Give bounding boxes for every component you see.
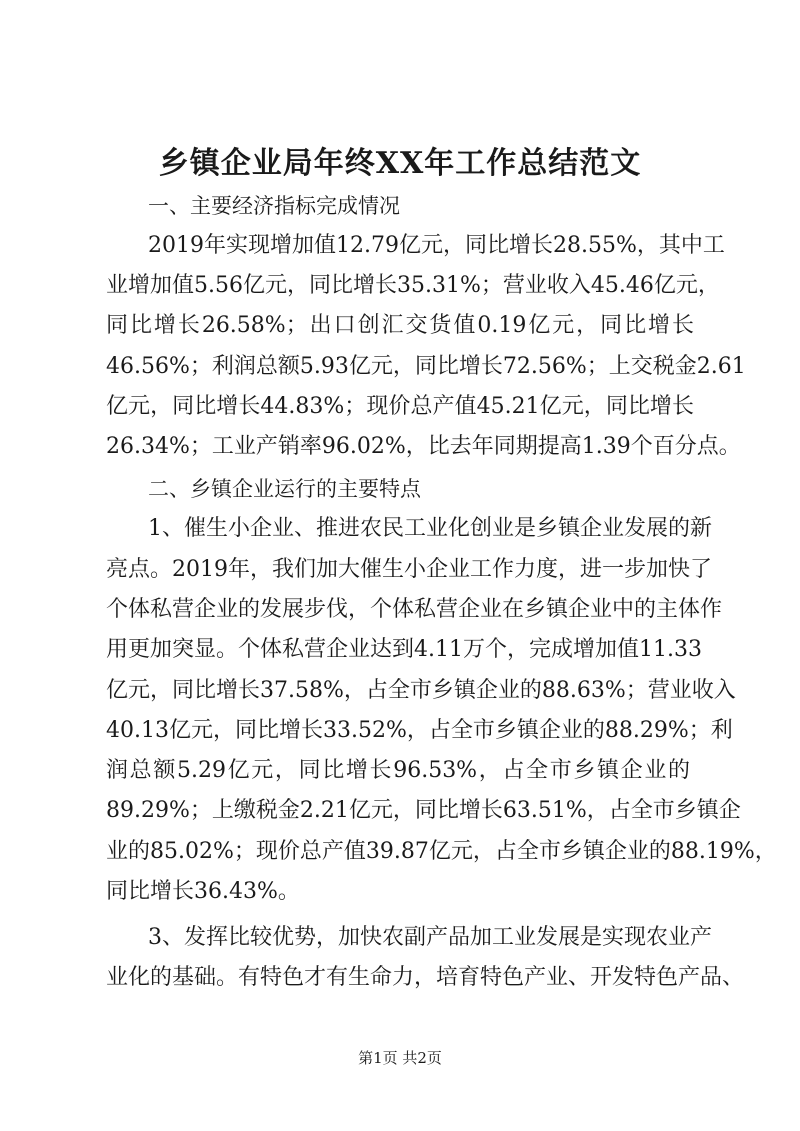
paragraph-line: 亿元，同比增长37.58%，占全市乡镇企业的88.63%；营业收入 xyxy=(106,678,736,703)
paragraph-line: 1、催生小企业、推进农民工业化创业是乡镇企业发展的新 xyxy=(148,516,712,541)
section-heading-2: 二、乡镇企业运行的主要特点 xyxy=(148,477,421,501)
paragraph-line: 润总额5.29亿元，同比增长96.53%，占全市乡镇企业的 xyxy=(106,758,690,783)
paragraph-line: 89.29%；上缴税金2.21亿元，同比增长63.51%，占全市乡镇企 xyxy=(106,798,741,823)
document-title: 乡镇企业局年终XX年工作总结范文 xyxy=(158,146,642,181)
paragraph-line: 46.56%；利润总额5.93亿元，同比增长72.56%；上交税金2.61 xyxy=(106,354,746,379)
paragraph-line: 亮点。2019年，我们加大催生小企业工作力度，进一步加快了 xyxy=(106,557,712,582)
paragraph-line: 用更加突显。个体私营企业达到4.11万个，完成增加值11.33 xyxy=(106,637,702,662)
paragraph-line: 3、发挥比较优势，加快农副产品加工业发展是实现农业产 xyxy=(148,925,712,950)
paragraph-line: 26.34%；工业产销率96.02%，比去年同期提高1.39个百分点。 xyxy=(106,434,741,459)
paragraph-line: 40.13亿元，同比增长33.52%，占全市乡镇企业的88.29%；利 xyxy=(106,718,733,743)
paragraph-line: 业增加值5.56亿元，同比增长35.31%；营业收入45.46亿元， xyxy=(106,273,720,298)
paragraph-line: 个体私营企业的发展步伐，个体私营企业在乡镇企业中的主体作 xyxy=(106,597,723,622)
paragraph-line: 同比增长26.58%；出口创汇交货值0.19亿元，同比增长 xyxy=(106,313,694,338)
paragraph-line: 2019年实现增加值12.79亿元，同比增长28.55%，其中工 xyxy=(148,233,725,258)
page-footer: 第1页 共2页 xyxy=(358,1049,442,1067)
paragraph-line: 同比增长36.43%。 xyxy=(106,879,300,904)
paragraph-line: 亿元，同比增长44.83%；现价总产值45.21亿元，同比增长 xyxy=(106,394,694,419)
section-heading-1: 一、主要经济指标完成情况 xyxy=(148,194,400,218)
paragraph-line: 业化的基础。有特色才有生命力，培育特色产业、开发特色产品、 xyxy=(106,965,745,990)
paragraph-line: 业的85.02%；现价总产值39.87亿元，占全市乡镇企业的88.19%， xyxy=(106,839,777,864)
